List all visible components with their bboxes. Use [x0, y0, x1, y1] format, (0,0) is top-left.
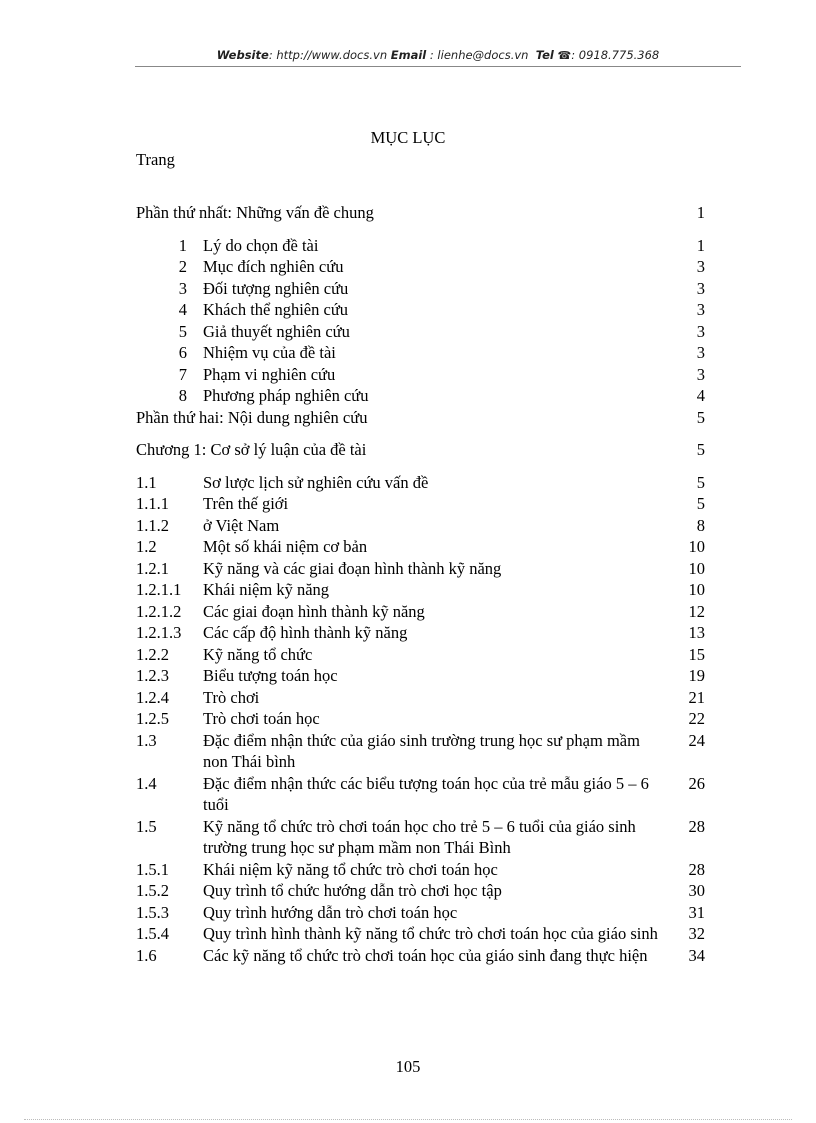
toc-number: 3 — [178, 278, 187, 298]
toc-row — [136, 773, 708, 816]
toc-row — [136, 923, 708, 945]
toc-label: Mục đích nghiên cứu — [203, 257, 344, 276]
page-number: 105 — [395, 1057, 421, 1076]
toc-page: 10 — [688, 537, 705, 556]
toc-label: Lý do chọn đề tài — [203, 235, 319, 255]
toc-page: 31 — [688, 902, 705, 922]
toc-row — [136, 601, 708, 623]
toc-page: 22 — [688, 709, 705, 728]
toc-row — [136, 579, 708, 601]
toc-row — [136, 859, 708, 881]
toc-page: 19 — [688, 666, 705, 685]
toc-number: 4 — [178, 300, 187, 319]
toc-row — [136, 730, 708, 773]
toc-row — [136, 299, 708, 321]
toc-label: Kỹ năng và các giai đoạn hình thành kỹ năng — [203, 558, 502, 578]
toc-page: 3 — [696, 300, 705, 319]
toc-label: Khách thể nghiên cứu — [203, 300, 349, 319]
toc-row — [136, 622, 708, 644]
toc-number: 7 — [178, 364, 187, 384]
toc-label: Phạm vi nghiên cứu — [203, 364, 336, 384]
toc-number: 1.2.1.1 — [136, 580, 182, 599]
toc-page: 1 — [696, 235, 705, 255]
toc-row — [136, 880, 708, 902]
toc-number: 1.1.1 — [136, 494, 169, 513]
toc-row — [136, 342, 708, 364]
toc-page: 28 — [688, 859, 705, 879]
toc-label: Khái niệm kỹ năng tổ chức trò chơi toán học — [203, 859, 498, 879]
page-title: MỤC LỤC — [370, 128, 446, 147]
website-url[interactable]: : http://www.docs.vn — [268, 48, 388, 62]
toc-number: 1.5.4 — [136, 924, 169, 943]
toc-label: Sơ lược lịch sử nghiên cứu vấn đề — [203, 472, 429, 492]
toc-page: 10 — [688, 580, 705, 599]
toc-row — [136, 472, 708, 494]
toc-number: 1.5 — [136, 816, 157, 836]
toc-row — [136, 902, 708, 924]
toc-row — [136, 665, 708, 687]
toc-label: Giả thuyết nghiên cứu — [203, 321, 350, 341]
toc-row — [136, 644, 708, 666]
toc-page: 3 — [696, 278, 705, 298]
toc-row — [136, 202, 708, 224]
toc-row — [136, 515, 708, 537]
toc-label: Đặc điểm nhận thức của giáo sinh trường trung học sư phạm mầm non Thái bình — [203, 730, 640, 771]
toc-row — [136, 708, 708, 730]
toc-number: 1.5.3 — [136, 902, 169, 922]
toc-row — [136, 536, 708, 558]
toc-page: 3 — [696, 343, 705, 362]
toc-number: 1.1.2 — [136, 515, 169, 535]
toc-page: 32 — [688, 924, 705, 943]
toc-row — [136, 364, 708, 386]
toc-label: Đặc điểm nhận thức các biểu tượng toán học của trẻ mẫu giáo 5 – 6 tuổi — [203, 773, 649, 814]
table-of-contents — [136, 202, 708, 966]
toc-label: Phần thứ nhất: Những vấn đề chung — [136, 203, 374, 222]
toc-number: 1.3 — [136, 730, 157, 750]
toc-page: 26 — [688, 773, 705, 793]
toc-page: 5 — [696, 494, 705, 513]
toc-number: 8 — [178, 386, 187, 405]
toc-number: 1.2.4 — [136, 687, 169, 707]
toc-row — [136, 235, 708, 257]
toc-page: 1 — [696, 203, 705, 222]
toc-number: 1.2.1.3 — [136, 623, 182, 642]
toc-row — [136, 687, 708, 709]
toc-number: 1 — [178, 235, 187, 255]
toc-row — [136, 407, 708, 429]
toc-label: Chương 1: Cơ sở lý luận của đề tài — [136, 440, 367, 459]
toc-number: 1.1 — [136, 472, 157, 492]
toc-page: 21 — [688, 687, 705, 707]
toc-label: Khái niệm kỹ năng — [203, 580, 330, 599]
toc-row — [136, 385, 708, 407]
toc-number: 1.2.1.2 — [136, 601, 182, 621]
toc-row — [136, 439, 708, 461]
bottom-divider — [24, 1119, 792, 1120]
toc-page: 12 — [688, 601, 705, 621]
toc-label: Trò chơi toán học — [203, 709, 320, 728]
toc-row — [136, 256, 708, 278]
toc-page: 30 — [688, 881, 705, 900]
toc-page: 34 — [688, 945, 705, 965]
toc-label: Nhiệm vụ của đề tài — [203, 343, 336, 362]
toc-label: ở Việt Nam — [203, 515, 280, 535]
toc-label: Phần thứ hai: Nội dung nghiên cứu — [136, 407, 368, 427]
toc-number: 1.2.1 — [136, 558, 169, 578]
toc-number: 6 — [178, 343, 187, 362]
toc-page: 15 — [688, 644, 705, 664]
email-value[interactable]: : lienhe@docs.vn — [426, 48, 529, 62]
toc-label: Kỹ năng tổ chức trò chơi toán học cho trẻ 5 – 6 tuổi của giáo sinh trường trung học sư phạm mầm non Thái Bình — [203, 816, 636, 857]
toc-row — [136, 278, 708, 300]
toc-label: Biểu tượng toán học — [203, 666, 338, 685]
toc-number: 2 — [178, 257, 187, 276]
toc-page: 4 — [696, 386, 705, 405]
trang-label: Trang — [136, 150, 175, 169]
toc-label: Một số khái niệm cơ bản — [203, 537, 368, 556]
toc-page: 5 — [696, 472, 705, 492]
toc-label: Các cấp độ hình thành kỹ năng — [203, 623, 408, 642]
toc-number: 1.6 — [136, 945, 157, 965]
toc-row — [136, 945, 708, 967]
toc-label: Quy trình tổ chức hướng dẫn trò chơi học tập — [203, 881, 502, 900]
email-label: Email — [390, 48, 427, 62]
toc-number: 1.2.3 — [136, 666, 169, 685]
toc-page: 24 — [688, 730, 705, 750]
toc-page: 13 — [688, 623, 705, 642]
toc-label: Trên thế giới — [203, 494, 289, 513]
toc-row — [136, 558, 708, 580]
toc-row — [136, 321, 708, 343]
toc-label: Các giai đoạn hình thành kỹ năng — [203, 601, 425, 621]
toc-number: 5 — [178, 321, 187, 341]
website-label: Website — [216, 48, 269, 62]
toc-number: 1.2 — [136, 537, 157, 556]
toc-page: 5 — [696, 407, 705, 427]
toc-page: 3 — [696, 364, 705, 384]
toc-page: 3 — [696, 257, 705, 276]
toc-page: 3 — [696, 321, 705, 341]
tel-label: Tel — [535, 48, 554, 62]
phone-icon: ☎ — [557, 49, 572, 62]
toc-number: 1.2.2 — [136, 644, 169, 664]
toc-number: 1.4 — [136, 773, 157, 793]
toc-page: 5 — [696, 440, 705, 459]
toc-label: Đối tượng nghiên cứu — [203, 278, 349, 298]
toc-number: 1.2.5 — [136, 709, 169, 728]
toc-number: 1.5.2 — [136, 881, 169, 900]
toc-page: 8 — [696, 515, 705, 535]
toc-number: 1.5.1 — [136, 859, 169, 879]
page-header — [135, 46, 741, 67]
toc-label: Kỹ năng tổ chức — [203, 644, 313, 664]
toc-page: 28 — [688, 816, 705, 836]
toc-label: Các kỹ năng tổ chức trò chơi toán học của giáo sinh đang thực hiện — [203, 945, 648, 965]
toc-label: Trò chơi — [203, 687, 260, 707]
toc-label: Quy trình hình thành kỹ năng tổ chức trò chơi toán học của giáo sinh — [203, 924, 658, 943]
toc-row — [136, 816, 708, 859]
tel-value: : 0918.775.368 — [571, 48, 660, 62]
toc-label: Quy trình hướng dẫn trò chơi toán học — [203, 902, 458, 922]
toc-page: 10 — [688, 558, 705, 578]
toc-row — [136, 493, 708, 515]
toc-label: Phương pháp nghiên cứu — [203, 386, 369, 405]
